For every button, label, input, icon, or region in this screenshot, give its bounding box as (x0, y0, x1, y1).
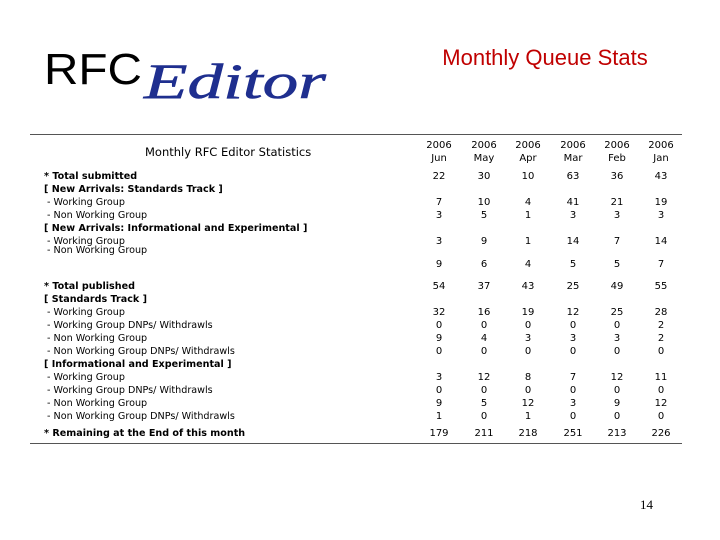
row-label: - Working Group (44, 307, 125, 318)
value-cell: 14 (654, 236, 668, 247)
value-cell: 3 (613, 333, 621, 344)
value-cell: 12 (477, 372, 491, 383)
column-header (597, 139, 637, 165)
value-cell: 14 (566, 236, 580, 247)
value-cell: 7 (613, 236, 621, 247)
row-label: - Non Working Group DNPs/ Withdrawls (44, 411, 235, 422)
value-cell: 5 (480, 210, 488, 221)
page-title: Monthly Queue Stats (442, 45, 648, 70)
value-cell: 0 (480, 320, 488, 331)
value-cell: 0 (657, 411, 665, 422)
value-cell: 43 (654, 171, 668, 182)
row-label: - Working Group (44, 372, 125, 383)
stats-heading: Monthly RFC Editor Statistics (145, 145, 312, 159)
column-header-month: Feb (608, 153, 626, 164)
value-cell: 0 (657, 346, 665, 357)
value-cell: 0 (613, 346, 621, 357)
value-cell: 19 (654, 197, 668, 208)
value-cell: 0 (524, 346, 532, 357)
divider-bottom (30, 443, 682, 444)
value-cell: 0 (613, 320, 621, 331)
value-cell: 1 (524, 411, 532, 422)
column-header-year: 2006 (426, 140, 452, 151)
value-cell: 9 (613, 398, 621, 409)
value-cell: 5 (569, 259, 577, 270)
value-cell: 0 (435, 346, 443, 357)
logo-rfc-text: RFC (44, 45, 142, 94)
value-cell: 22 (432, 171, 446, 182)
value-cell: 12 (654, 398, 668, 409)
value-cell: 211 (474, 428, 494, 439)
value-cell: 1 (435, 411, 443, 422)
value-cell: 8 (524, 372, 532, 383)
value-cell: 3 (569, 333, 577, 344)
value-cell: 7 (569, 372, 577, 383)
column-header (508, 139, 548, 165)
value-cell: 0 (569, 346, 577, 357)
row-label: - Working Group DNPs/ Withdrawls (44, 320, 213, 331)
row-label: [ New Arrivals: Informational and Experimental ] (44, 223, 308, 234)
value-cell: 10 (477, 197, 491, 208)
value-cell: 9 (435, 333, 443, 344)
column-header (419, 139, 459, 165)
value-cell: 12 (521, 398, 535, 409)
value-cell: 3 (435, 372, 443, 383)
value-cell: 49 (610, 281, 624, 292)
column-header-month: May (473, 153, 495, 164)
value-cell: 0 (480, 346, 488, 357)
value-cell: 36 (610, 171, 624, 182)
value-cell: 179 (429, 428, 449, 439)
column-header-month: Jun (431, 153, 447, 164)
value-cell: 0 (613, 385, 621, 396)
row-label: - Non Working Group (44, 333, 148, 344)
value-cell: 16 (477, 307, 491, 318)
value-cell: 25 (566, 281, 580, 292)
column-header-year: 2006 (560, 140, 586, 151)
row-label: - Working Group (44, 197, 125, 208)
logo-editor-text: Editor (142, 53, 327, 106)
value-cell: 7 (657, 259, 665, 270)
value-cell: 213 (607, 428, 627, 439)
value-cell: 3 (569, 398, 577, 409)
row-label: - Non Working Group (44, 398, 148, 409)
value-cell: 41 (566, 197, 580, 208)
value-cell: 37 (477, 281, 491, 292)
row-label: [ New Arrivals: Standards Track ] (44, 184, 223, 195)
column-header-year: 2006 (648, 140, 674, 151)
value-cell: 0 (569, 320, 577, 331)
value-cell: 6 (480, 259, 488, 270)
row-label: * Total submitted (44, 171, 138, 182)
value-cell: 28 (654, 307, 668, 318)
value-cell: 5 (480, 398, 488, 409)
value-cell: 4 (524, 259, 532, 270)
value-cell: 1 (524, 210, 532, 221)
value-cell: 21 (610, 197, 624, 208)
column-header-year: 2006 (604, 140, 630, 151)
value-cell: 0 (657, 385, 665, 396)
value-cell: 3 (613, 210, 621, 221)
value-cell: 5 (613, 259, 621, 270)
row-label: - Working Group (44, 236, 125, 247)
column-header-month: Apr (519, 153, 537, 164)
row-label: [ Informational and Experimental ] (44, 359, 232, 370)
value-cell: 30 (477, 171, 491, 182)
value-cell: 55 (654, 281, 668, 292)
value-cell: 4 (524, 197, 532, 208)
value-cell: 12 (566, 307, 580, 318)
value-cell: 3 (569, 210, 577, 221)
value-cell: 10 (521, 171, 535, 182)
value-cell: 0 (569, 411, 577, 422)
row-label: - Non Working Group DNPs/ Withdrawls (44, 346, 235, 357)
value-cell: 12 (610, 372, 624, 383)
rfc-editor-logo (44, 42, 334, 106)
value-cell: 1 (524, 236, 532, 247)
row-label: * Total published (44, 281, 135, 292)
value-cell: 0 (480, 411, 488, 422)
value-cell: 32 (432, 307, 446, 318)
value-cell: 43 (521, 281, 535, 292)
value-cell: 0 (480, 385, 488, 396)
value-cell: 218 (518, 428, 538, 439)
value-cell: 11 (654, 372, 668, 383)
row-label: [ Standards Track ] (44, 294, 148, 305)
value-cell: 2 (657, 320, 665, 331)
value-cell: 9 (480, 236, 488, 247)
row-label: * Remaining at the End of this month (44, 428, 246, 439)
value-cell: 0 (569, 385, 577, 396)
value-cell: 3 (657, 210, 665, 221)
value-cell: 3 (435, 210, 443, 221)
column-header-year: 2006 (515, 140, 541, 151)
column-header (641, 139, 681, 165)
value-cell: 3 (524, 333, 532, 344)
value-cell: 0 (613, 411, 621, 422)
page-number: 14 (640, 497, 653, 512)
value-cell: 251 (563, 428, 583, 439)
value-cell: 7 (435, 197, 443, 208)
value-cell: 0 (524, 385, 532, 396)
value-cell: 226 (651, 428, 671, 439)
row-label: - Non Working Group (44, 245, 148, 256)
row-label: - Working Group DNPs/ Withdrawls (44, 385, 213, 396)
value-cell: 0 (435, 320, 443, 331)
column-header (553, 139, 593, 165)
value-cell: 25 (610, 307, 624, 318)
column-header-year: 2006 (471, 140, 497, 151)
value-cell: 0 (524, 320, 532, 331)
value-cell: 3 (435, 236, 443, 247)
value-cell: 63 (566, 171, 580, 182)
value-cell: 2 (657, 333, 665, 344)
value-cell: 54 (432, 281, 446, 292)
row-label: - Non Working Group (44, 210, 148, 221)
column-header-month: Jan (653, 153, 669, 164)
value-cell: 19 (521, 307, 535, 318)
divider-top (30, 134, 682, 135)
value-cell: 9 (435, 398, 443, 409)
column-header (464, 139, 504, 165)
value-cell: 0 (435, 385, 443, 396)
value-cell: 9 (435, 259, 443, 270)
column-header-month: Mar (563, 153, 583, 164)
value-cell: 4 (480, 333, 488, 344)
